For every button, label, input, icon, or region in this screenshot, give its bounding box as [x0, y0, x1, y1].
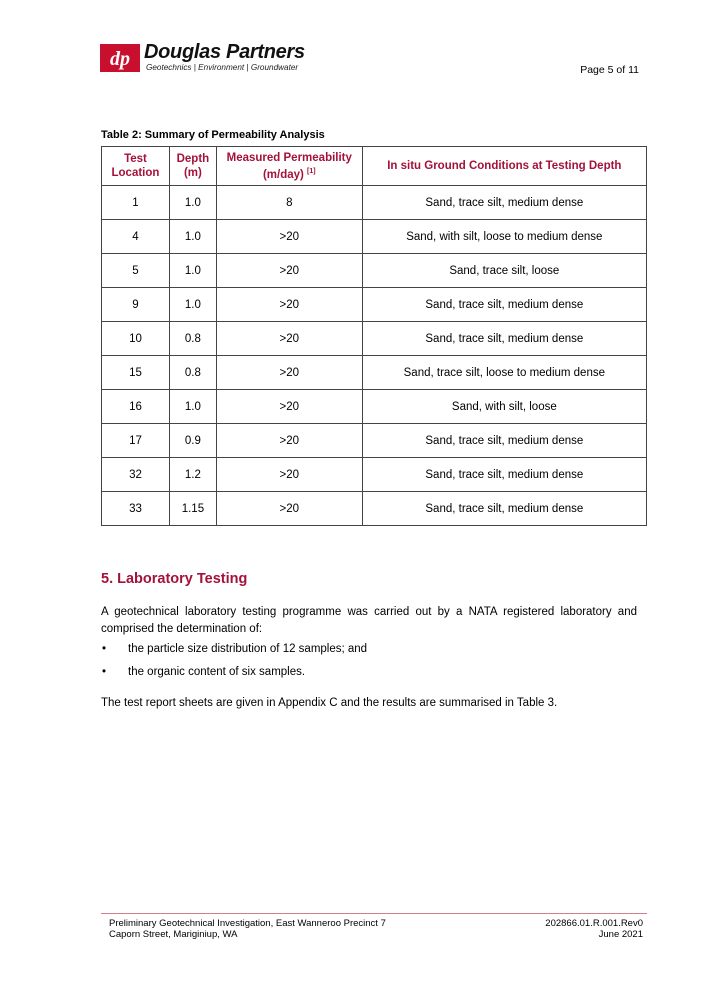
company-logo — [100, 41, 330, 76]
footer-title — [109, 918, 386, 940]
page-number: Page 5 of 11 — [580, 64, 639, 76]
cell-depth: 1.0 — [169, 186, 216, 220]
cell-test-location: 5 — [102, 254, 170, 288]
svg-text:dp: dp — [110, 48, 130, 70]
cell-permeability: >20 — [216, 220, 362, 254]
cell-permeability: >20 — [216, 492, 362, 526]
permeability-table — [101, 146, 647, 526]
table-row — [102, 220, 647, 254]
cell-test-location: 15 — [102, 356, 170, 390]
cell-ground-conditions: Sand, trace silt, loose to medium dense — [362, 356, 646, 390]
table-row — [102, 356, 647, 390]
header-test-location: Test Location — [102, 147, 170, 186]
cell-permeability: >20 — [216, 458, 362, 492]
bullet-icon: • — [102, 643, 107, 655]
intro-paragraph: A geotechnical laboratory testing programme was carried out by a NATA registered laboratory and comprised the determination of: — [101, 606, 637, 635]
cell-depth: 1.0 — [169, 220, 216, 254]
cell-test-location: 16 — [102, 390, 170, 424]
cell-ground-conditions: Sand, trace silt, medium dense — [362, 288, 646, 322]
cell-ground-conditions: Sand, trace silt, medium dense — [362, 424, 646, 458]
cell-permeability: 8 — [216, 186, 362, 220]
cell-permeability: >20 — [216, 390, 362, 424]
table-row — [102, 288, 647, 322]
table-row — [102, 322, 647, 356]
table-body — [102, 186, 647, 526]
cell-depth: 1.0 — [169, 254, 216, 288]
cell-depth: 0.8 — [169, 322, 216, 356]
cell-permeability: >20 — [216, 424, 362, 458]
table-row — [102, 186, 647, 220]
table-header-row — [102, 147, 647, 186]
table-row — [102, 254, 647, 288]
footer-doc-ref: 202866.01.R.001.Rev0 — [545, 918, 643, 929]
cell-ground-conditions: Sand, trace silt, medium dense — [362, 458, 646, 492]
cell-depth: 1.15 — [169, 492, 216, 526]
cell-test-location: 33 — [102, 492, 170, 526]
cell-depth: 1.0 — [169, 390, 216, 424]
list-item: • the particle size distribution of 12 samples; and — [101, 641, 367, 664]
cell-ground-conditions: Sand, trace silt, loose — [362, 254, 646, 288]
footer-reference — [545, 918, 643, 940]
cell-test-location: 9 — [102, 288, 170, 322]
table-row — [102, 424, 647, 458]
cell-depth: 1.0 — [169, 288, 216, 322]
cell-ground-conditions: Sand, trace silt, medium dense — [362, 322, 646, 356]
closing-paragraph: The test report sheets are given in Appendix C and the results are summarised in Table 3. — [101, 697, 558, 709]
cell-test-location: 1 — [102, 186, 170, 220]
footer-divider — [101, 913, 647, 914]
cell-test-location: 17 — [102, 424, 170, 458]
logo-tagline: Geotechnics | Environment | Groundwater — [146, 63, 299, 72]
cell-ground-conditions: Sand, with silt, loose — [362, 390, 646, 424]
header-ground-conditions: In situ Ground Conditions at Testing Depth — [362, 147, 646, 186]
cell-ground-conditions: Sand, with silt, loose to medium dense — [362, 220, 646, 254]
footer-title-line-1: Preliminary Geotechnical Investigation, East Wanneroo Precinct 7 — [109, 918, 386, 929]
cell-test-location: 32 — [102, 458, 170, 492]
cell-permeability: >20 — [216, 322, 362, 356]
bullet-list — [101, 641, 367, 687]
cell-depth: 0.9 — [169, 424, 216, 458]
cell-ground-conditions: Sand, trace silt, medium dense — [362, 492, 646, 526]
footer-date: June 2021 — [598, 929, 643, 940]
cell-depth: 1.2 — [169, 458, 216, 492]
table-caption: Table 2: Summary of Permeability Analysis — [101, 129, 325, 141]
list-item: • the organic content of six samples. — [101, 664, 367, 687]
cell-test-location: 4 — [102, 220, 170, 254]
table-row — [102, 458, 647, 492]
header-depth: Depth (m) — [169, 147, 216, 186]
table-row — [102, 390, 647, 424]
cell-permeability: >20 — [216, 288, 362, 322]
cell-ground-conditions: Sand, trace silt, medium dense — [362, 186, 646, 220]
table-row — [102, 492, 647, 526]
section-heading: 5. Laboratory Testing — [101, 571, 248, 587]
bullet-icon: • — [102, 666, 107, 678]
cell-permeability: >20 — [216, 356, 362, 390]
douglas-partners-logo-icon — [100, 44, 140, 72]
cell-depth: 0.8 — [169, 356, 216, 390]
footnote-marker: [1] — [307, 167, 316, 175]
cell-permeability: >20 — [216, 254, 362, 288]
footer-title-line-2: Caporn Street, Mariginiup, WA — [109, 929, 238, 940]
cell-test-location: 10 — [102, 322, 170, 356]
logo-name: Douglas Partners — [144, 41, 305, 63]
header-measured-permeability: Measured Permeability (m/day) [1] — [216, 147, 362, 186]
